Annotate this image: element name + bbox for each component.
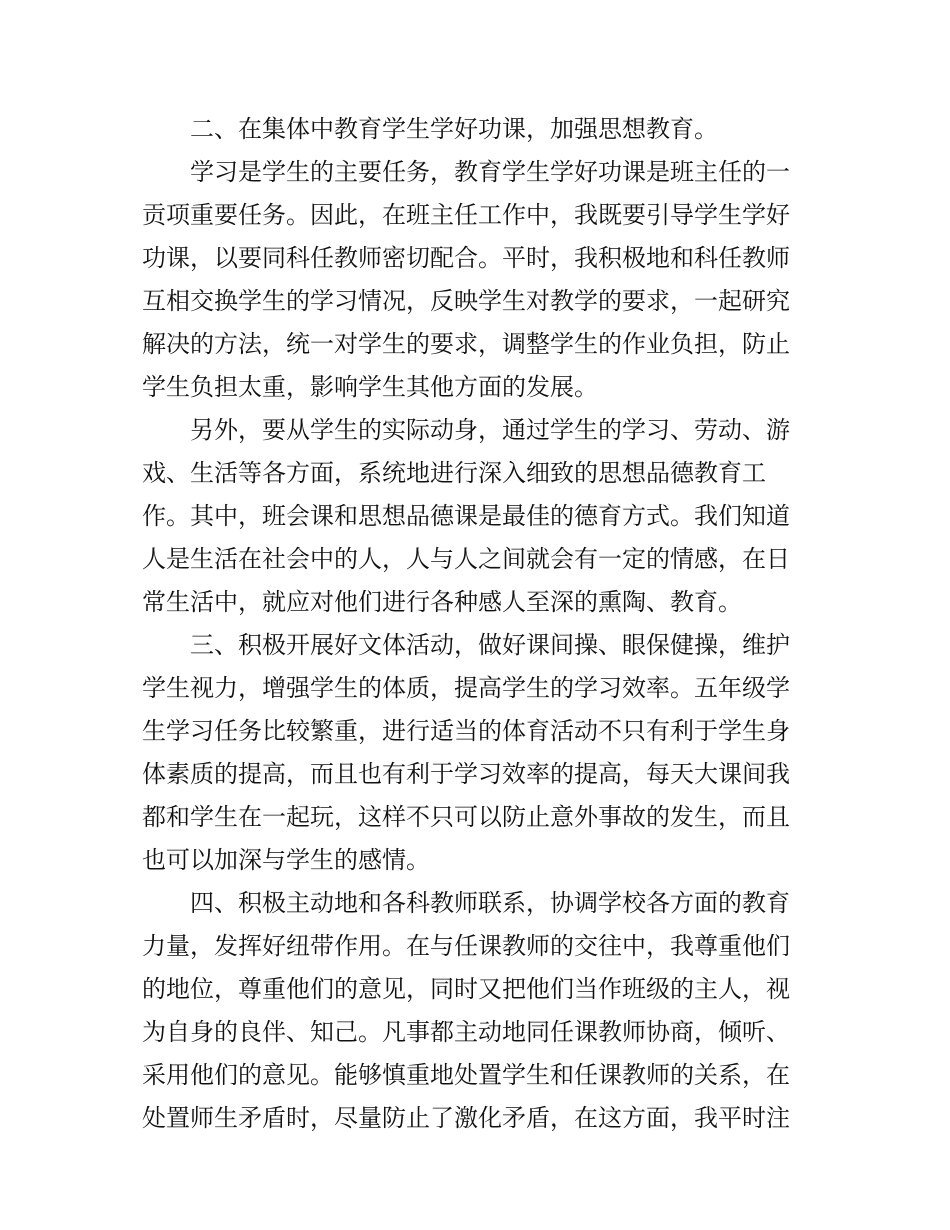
section-heading-3: 三、积极开展好文体活动，做好课间操、眼保健操，维护 bbox=[190, 631, 790, 659]
paragraph-line: 学习是学生的主要任务，教育学生学好功课是班主任的一 bbox=[190, 158, 790, 186]
paragraph-line: 功课，以要同科任教师密切配合。平时，我积极地和科任教师 bbox=[142, 244, 790, 272]
paragraph-line: 解决的方法，统一对学生的要求，调整学生的作业负担，防止 bbox=[142, 330, 790, 358]
paragraph-line: 生学习任务比较繁重，进行适当的体育活动不只有利于学生身 bbox=[142, 717, 790, 745]
paragraph-line: 另外，要从学生的实际动身，通过学生的学习、劳动、游 bbox=[190, 416, 790, 444]
paragraph-line: 的地位，尊重他们的意见，同时又把他们当作班级的主人，视 bbox=[142, 975, 790, 1003]
paragraph-line: 作。其中，班会课和思想品德课是最佳的德育方式。我们知道 bbox=[142, 502, 790, 530]
paragraph-line: 互相交换学生的学习情况，反映学生对教学的要求，一起研究 bbox=[142, 287, 790, 315]
paragraph-line: 常生活中，就应对他们进行各种感人至深的熏陶、教育。 bbox=[142, 588, 742, 616]
paragraph-line: 学生视力，增强学生的体质，提高学生的学习效率。五年级学 bbox=[142, 674, 790, 702]
section-heading-4: 四、积极主动地和各科教师联系，协调学校各方面的教育 bbox=[190, 889, 790, 917]
section-heading-2: 二、在集体中教育学生学好功课，加强思想教育。 bbox=[190, 115, 718, 143]
paragraph-line: 处置师生矛盾时，尽量防止了激化矛盾，在这方面，我平时注 bbox=[142, 1104, 790, 1132]
document-body bbox=[142, 108, 822, 1140]
paragraph-line: 力量，发挥好纽带作用。在与任课教师的交往中，我尊重他们 bbox=[142, 932, 790, 960]
paragraph-line: 戏、生活等各方面，系统地进行深入细致的思想品德教育工 bbox=[142, 459, 766, 487]
paragraph-line: 采用他们的意见。能够慎重地处置学生和任课教师的关系，在 bbox=[142, 1061, 790, 1089]
paragraph-line: 贡项重要任务。因此，在班主任工作中，我既要引导学生学好 bbox=[142, 201, 790, 229]
paragraph-line: 也可以加深与学生的感情。 bbox=[142, 846, 430, 874]
paragraph-line: 学生负担太重，影响学生其他方面的发展。 bbox=[142, 373, 598, 401]
paragraph-line: 都和学生在一起玩，这样不只可以防止意外事故的发生，而且 bbox=[142, 803, 790, 831]
paragraph-line: 为自身的良伴、知己。凡事都主动地同任课教师协商，倾听、 bbox=[142, 1018, 790, 1046]
paragraph-line: 体素质的提高，而且也有利于学习效率的提高，每天大课间我 bbox=[142, 760, 790, 788]
paragraph-line: 人是生活在社会中的人，人与人之间就会有一定的情感，在日 bbox=[142, 545, 790, 573]
